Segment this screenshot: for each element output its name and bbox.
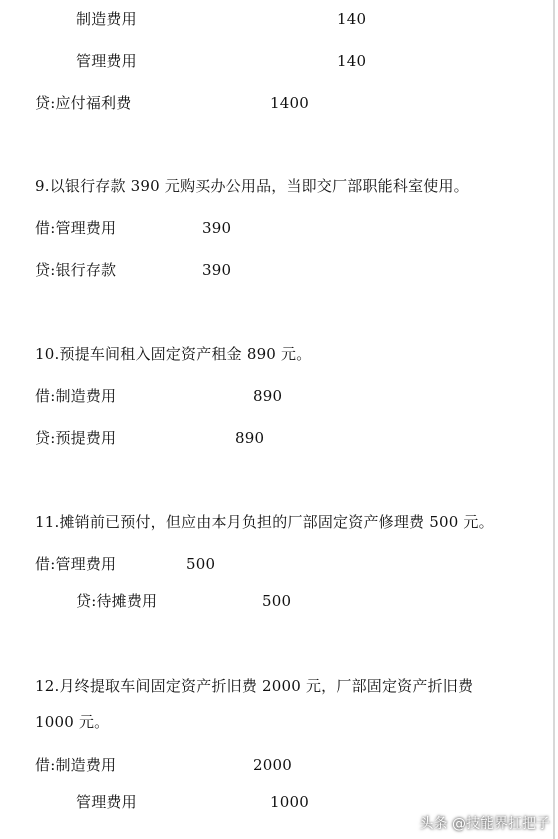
account-amount: 140 [337,10,367,28]
transaction-description: 11.摊销前已预付，但应由本月负担的厂部固定资产修理费 500 元。 [35,513,494,531]
account-amount: 2000 [253,756,292,774]
transaction-description: 12.月终提取车间固定资产折旧费 2000 元，厂部固定资产折旧费 [35,677,474,695]
transaction-description-continued: 1000 元。 [35,713,110,731]
account-amount: 390 [202,261,232,279]
account-amount: 500 [186,555,216,573]
account-label: 贷:应付福利费 [35,94,132,112]
account-amount: 1000 [270,793,309,811]
account-label: 贷:银行存款 [35,261,117,279]
transaction-description: 10.预提车间租入固定资产租金 890 元。 [35,345,312,363]
account-amount: 390 [202,219,232,237]
account-label: 管理费用 [76,793,137,811]
account-amount: 890 [253,387,283,405]
account-label: 借:制造费用 [35,387,117,405]
account-label: 借:管理费用 [35,555,117,573]
account-label: 借:制造费用 [35,756,117,774]
account-label: 贷:待摊费用 [76,592,158,610]
transaction-description: 9.以银行存款 390 元购买办公用品，当即交厂部职能科室使用。 [35,177,469,195]
account-label: 贷:预提费用 [35,429,117,447]
account-label: 制造费用 [76,10,137,28]
account-amount: 1400 [270,94,309,112]
account-label: 管理费用 [76,52,137,70]
watermark: 头条 @技能界扛把子 [419,816,550,832]
account-amount: 140 [337,52,367,70]
account-label: 借:管理费用 [35,219,117,237]
account-amount: 890 [235,429,265,447]
account-amount: 500 [262,592,292,610]
page-edge [553,0,555,839]
